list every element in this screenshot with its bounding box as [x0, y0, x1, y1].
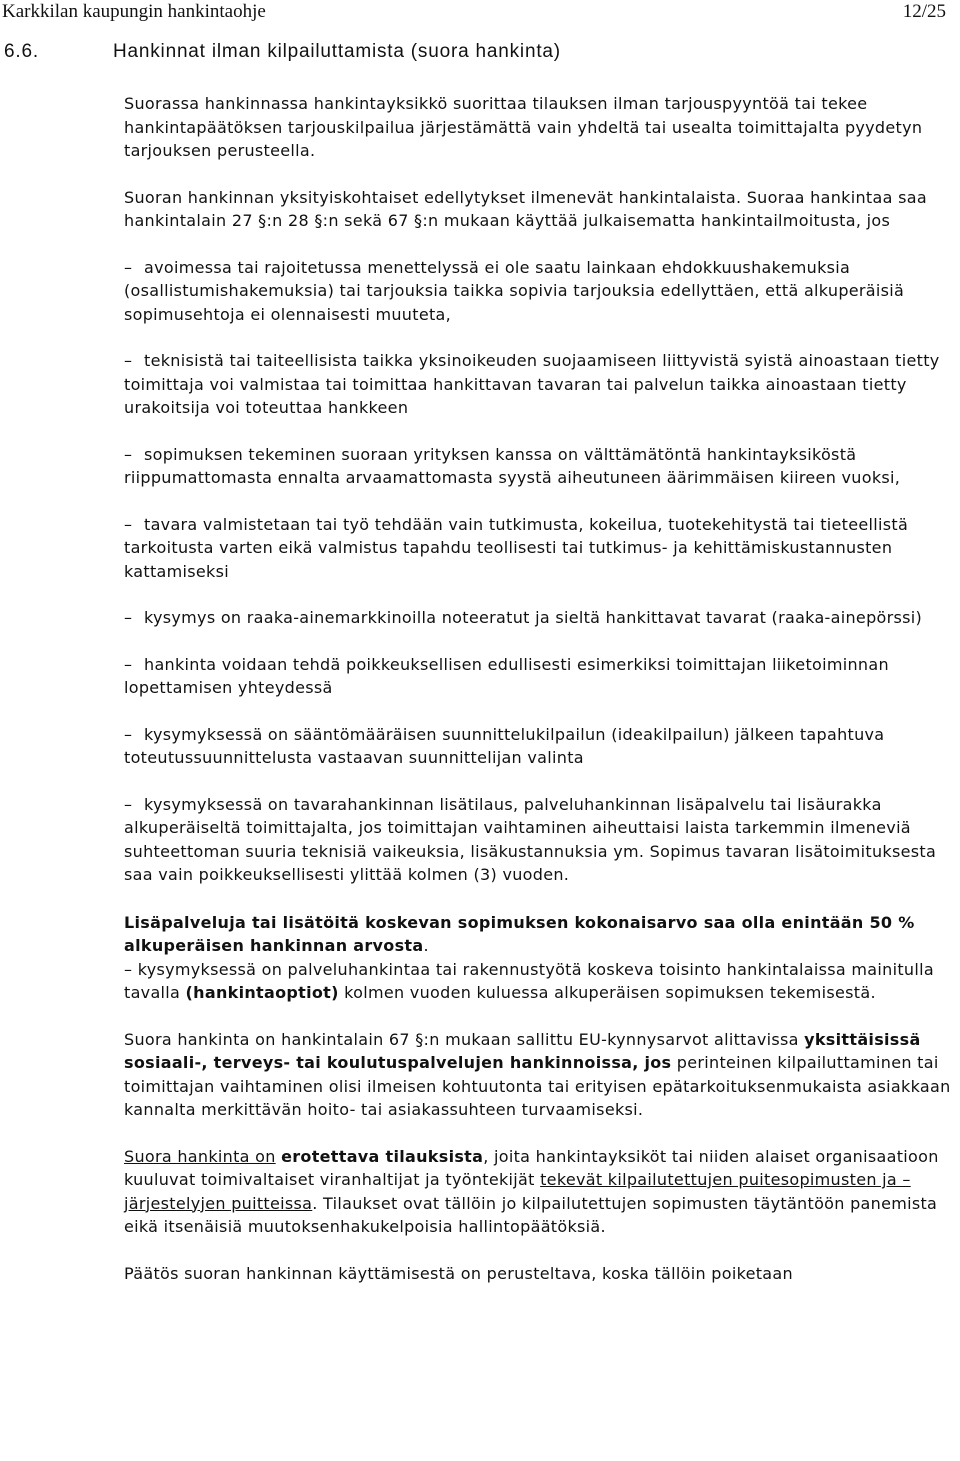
section-number: 6.6. [4, 41, 39, 62]
list-item-text: kysymyksessä on sääntömääräisen suunnittelukilpailun (ideakilpailun) jälkeen tapahtuva toteutussuunnittelusta vastaavan suunnittelijan valinta [124, 724, 885, 767]
options-text: kysymyksessä on palveluhankintaa tai rakennustyötä koskeva toisinto hankintalaissa mainitulla tavalla [124, 959, 934, 1002]
list-item-text: hankinta voidaan tehdä poikkeuksellisen edullisesti esimerkiksi toimittajan liiketoiminnan lopettamisen yhteydessä [124, 654, 889, 697]
dash-marker: – [124, 794, 133, 814]
list-item [124, 793, 954, 887]
list-item [124, 513, 954, 584]
page-header [0, 0, 960, 28]
orders-term: erotettava tilauksista [281, 1146, 484, 1166]
dash-marker: – [124, 514, 133, 534]
intro-paragraph: Suorassa hankinnassa hankintayksikkö suorittaa tilauksen ilman tarjouspyyntöä tai tekee hankintapäätöksen tarjouskilpailua järjestämättä vain yhdeltä tai usealta toimittajalta pyydetyn tarjouksen perusteella. [124, 94, 923, 160]
orders-text: , joita hankintayksiköt tai niiden alaiset organisaatioon kuuluvat toimivaltaiset viranhaltijat ja työntekijät [124, 1146, 939, 1189]
list-item [124, 653, 954, 700]
list-item-text: tavara valmistetaan tai työ tehdään vain tutkimusta, kokeilua, tuotekehitystä tai tieteellistä tarkoitusta varten eikä valmistus tapahdu teollisesti tai tutkimus- ja kehittämiskustannusten kattamiseksi [124, 514, 909, 581]
document-body [124, 92, 954, 1285]
orders-underlined-start: Suora hankinta on [124, 1146, 276, 1166]
list-item [124, 723, 954, 770]
options-term: (hankintaoptiot) [185, 983, 339, 1002]
conditions-paragraph: Suoran hankinnan yksityiskohtaiset edellytykset ilmenevät hankintalaista. Suoraa hankintaa saa hankintalain 27 §:n 28 §:n sekä 67 §:n mukaan käyttää julkaisematta hankintailmoitusta, jos [124, 187, 927, 230]
options-text-end: kolmen vuoden kuluessa alkuperäisen sopimuksen tekemisestä. [344, 983, 876, 1002]
additional-work-period: . [423, 936, 429, 955]
list-item-text: teknisistä tai taiteellisista taikka yksinoikeuden suojaamiseen liittyvistä syistä ainoastaan tietty toimittaja voi valmistaa tai toimittaa hankittavan tavaran tai palvelun taikka ainoastaan tietty urakoitsija voi toteuttaa hankkeen [124, 351, 940, 417]
list-item [124, 443, 954, 490]
social-services-term: yksittäisissä sosiaali-, terveys- tai koulutuspalvelujen hankinnoissa, jos [124, 1029, 921, 1072]
orders-text-end: . Tilaukset ovat tällöin jo kilpailutettujen sopimusten täytäntöön panemista eikä itsenäisiä muutoksenhakukelpoisia hallintopäätöksiä. [124, 1193, 938, 1236]
dash-marker: – [124, 608, 133, 627]
document-title: Karkkilan kaupungin hankintaohje [2, 1, 266, 22]
list-item-text: avoimessa tai rajoitetussa menettelyssä ei ole saatu lainkaan ehdokkuushakemuksia (osallistumishakemuksia) tai tarjouksia taikka sopivia tarjouksia edellyttäen, että alkuperäisiä sopimusehtoja ei olennaisesti muuteta, [124, 257, 905, 324]
social-services-paragraph [124, 1028, 954, 1122]
social-text-start: Suora hankinta on hankintalain 67 §:n mukaan sallittu EU-kynnysarvot alittavissa [124, 1029, 799, 1049]
additional-work-paragraph [124, 911, 954, 1005]
list-item-text: kysymys on raaka-ainemarkkinoilla noteeratut ja sieltä hankittavat tavarat (raaka-ainepörssi) [144, 608, 923, 627]
list-item [124, 606, 954, 630]
dash-marker: – [124, 351, 133, 370]
additional-work-limit: Lisäpalveluja tai lisätöitä koskevan sopimuksen kokonaisarvo saa olla enintään 50 % alkuperäisen hankinnan arvosta [124, 912, 915, 955]
list-item-text: sopimuksen tekeminen suoraan yrityksen kanssa on välttämätöntä hankintayksiköstä riippumattomasta ennalta arvaamattomasta syystä aiheutuneen äärimmäisen kiireen vuoksi, [124, 444, 901, 487]
dash-marker: – [124, 654, 133, 674]
orders-underlined-agreements: tekevät kilpailutettujen puitesopimusten ja – järjestelyjen puitteissa [124, 1170, 911, 1213]
section-title: Hankinnat ilman kilpailuttamista (suora hankinta) [113, 41, 561, 62]
dash-marker: – [124, 257, 133, 277]
page-number: 12/25 [902, 1, 946, 22]
dash-marker: – [124, 724, 133, 744]
dash-marker: – [124, 959, 133, 979]
orders-paragraph [124, 1145, 954, 1239]
social-text-end: perinteinen kilpailuttaminen tai toimittajan vaihtaminen olisi ilmeisen kohtuutonta tai erityisen epätarkoituksenmukaista asiakkaan kannalta merkittävän hoito- tai asiakassuhteen turvaamiseksi. [124, 1053, 951, 1119]
list-item [124, 256, 954, 327]
list-item [124, 349, 954, 420]
section-heading [4, 41, 561, 63]
final-paragraph: Päätös suoran hankinnan käyttämisestä on perusteltava, koska tällöin poiketaan [124, 1263, 793, 1283]
list-item-text: kysymyksessä on tavarahankinnan lisätilaus, palveluhankinnan lisäpalvelu tai lisäurakka alkuperäiseltä toimittajalta, jos toimittajan vaihtaminen aiheuttaisi laista tarkemmin ilmeneviä suhteettoman suuria teknisiä vaikeuksia, lisäkustannuksia ym. Sopimus tavaran lisätoimituksesta saa vain poikkeuksellisesti ylittää kolmen (3) vuoden. [124, 794, 937, 884]
dash-marker: – [124, 444, 133, 464]
